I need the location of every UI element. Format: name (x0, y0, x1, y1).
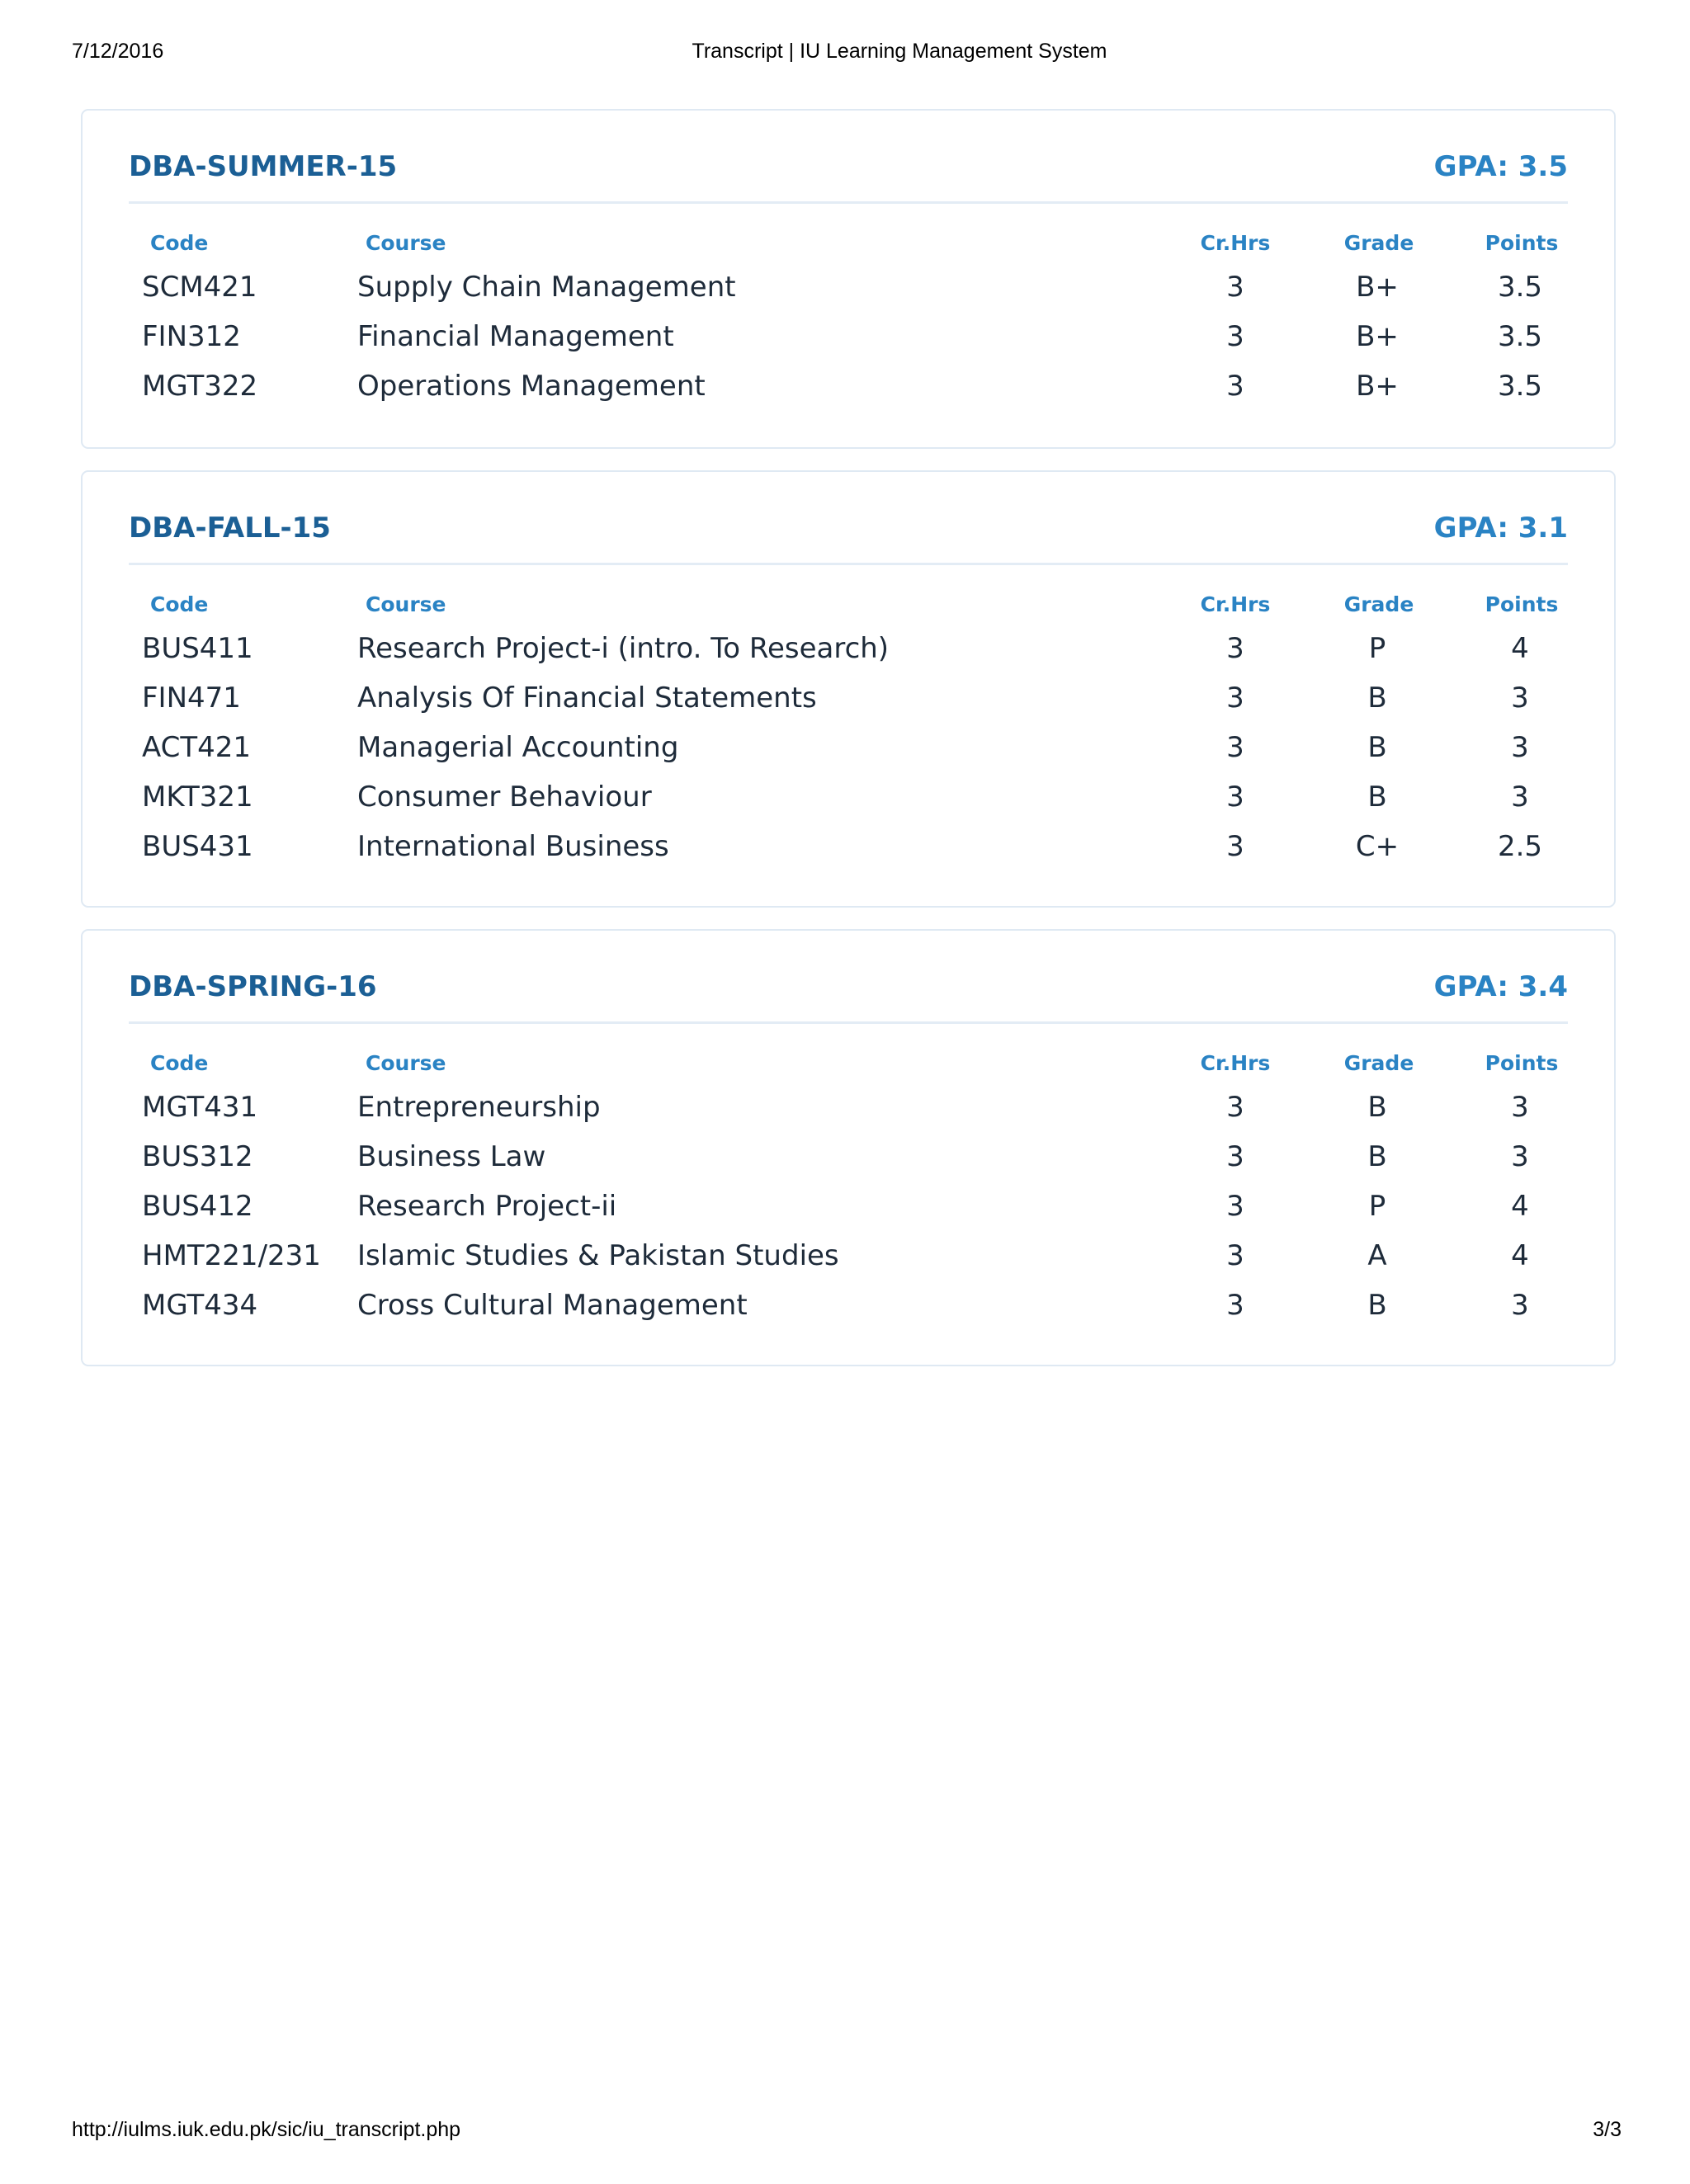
table-header (129, 592, 1568, 622)
course-code: MGT431 (142, 1091, 258, 1124)
course-code: ACT421 (142, 731, 252, 764)
print-page-title: Transcript | IU Learning Management System (692, 40, 1107, 63)
column-header-course: Course (366, 592, 446, 616)
course-title: Research Project-ii (357, 1190, 617, 1223)
column-header-code: Code (150, 1051, 209, 1075)
table-row (129, 1231, 1568, 1281)
grade: B (1367, 731, 1387, 764)
points: 3.5 (1497, 271, 1543, 304)
table-row (129, 673, 1568, 723)
course-title: Financial Management (357, 320, 674, 353)
grade: B (1367, 682, 1387, 715)
column-header-points: Points (1485, 1051, 1559, 1075)
credit-hours: 3 (1226, 682, 1244, 715)
term-card (81, 929, 1616, 1366)
table-header (129, 1051, 1568, 1081)
table-row (129, 361, 1568, 411)
course-title: Analysis Of Financial Statements (357, 682, 817, 715)
table-row (129, 1281, 1568, 1330)
points: 3 (1511, 781, 1529, 814)
table-row (129, 312, 1568, 361)
term-header (129, 964, 1568, 1024)
column-header-code: Code (150, 592, 209, 616)
course-code: MKT321 (142, 781, 253, 814)
credit-hours: 3 (1226, 632, 1244, 665)
points: 3 (1511, 731, 1529, 764)
course-code: BUS412 (142, 1190, 253, 1223)
course-code: HMT221/231 (142, 1239, 321, 1272)
term-name: DBA-SUMMER-15 (129, 150, 398, 183)
term-gpa: GPA: 3.1 (1433, 512, 1568, 545)
column-header-grade: Grade (1343, 592, 1414, 616)
credit-hours: 3 (1226, 1140, 1244, 1173)
column-header-cr-hrs: Cr.Hrs (1200, 592, 1271, 616)
grade: B+ (1356, 271, 1399, 304)
points: 4 (1511, 1190, 1529, 1223)
term-name: DBA-SPRING-16 (129, 970, 377, 1003)
table-row (129, 1182, 1568, 1231)
print-url: http://iulms.iuk.edu.pk/sic/iu_transcript.php (72, 2118, 461, 2141)
term-gpa: GPA: 3.4 (1433, 970, 1568, 1003)
table-row (129, 723, 1568, 772)
table-row (129, 772, 1568, 822)
column-header-grade: Grade (1343, 231, 1414, 255)
table-body (129, 1083, 1568, 1330)
grade: B (1367, 1091, 1387, 1124)
credit-hours: 3 (1226, 1091, 1244, 1124)
points: 4 (1511, 1239, 1529, 1272)
column-header-points: Points (1485, 231, 1559, 255)
print-date: 7/12/2016 (72, 40, 164, 63)
grade: B (1367, 1289, 1387, 1322)
column-header-code: Code (150, 231, 209, 255)
course-code: FIN471 (142, 682, 241, 715)
column-header-cr-hrs: Cr.Hrs (1200, 231, 1271, 255)
course-code: FIN312 (142, 320, 241, 353)
course-title: Consumer Behaviour (357, 781, 652, 814)
course-title: Entrepreneurship (357, 1091, 601, 1124)
term-header (129, 505, 1568, 565)
grade: B (1367, 1140, 1387, 1173)
points: 3 (1511, 682, 1529, 715)
table-row (129, 822, 1568, 871)
table-row (129, 1132, 1568, 1182)
credit-hours: 3 (1226, 1289, 1244, 1322)
grade: B (1367, 781, 1387, 814)
grade: C+ (1355, 830, 1400, 863)
course-title: International Business (357, 830, 669, 863)
course-code: MGT322 (142, 370, 258, 403)
column-header-grade: Grade (1343, 1051, 1414, 1075)
course-title: Cross Cultural Management (357, 1289, 748, 1322)
table-row (129, 624, 1568, 673)
credit-hours: 3 (1226, 1190, 1244, 1223)
credit-hours: 3 (1226, 781, 1244, 814)
course-title: Operations Management (357, 370, 706, 403)
points: 3 (1511, 1140, 1529, 1173)
points: 2.5 (1497, 830, 1543, 863)
table-body (129, 262, 1568, 411)
grade: P (1368, 632, 1386, 665)
course-title: Business Law (357, 1140, 546, 1173)
grade: B+ (1356, 320, 1399, 353)
term-card (81, 109, 1616, 449)
points: 3.5 (1497, 320, 1543, 353)
credit-hours: 3 (1226, 370, 1244, 403)
course-title: Research Project-i (intro. To Research) (357, 632, 890, 665)
points: 3.5 (1497, 370, 1543, 403)
course-title: Supply Chain Management (357, 271, 736, 304)
points: 4 (1511, 632, 1529, 665)
column-header-cr-hrs: Cr.Hrs (1200, 1051, 1271, 1075)
print-header (0, 40, 1690, 68)
column-header-course: Course (366, 231, 446, 255)
points: 3 (1511, 1289, 1529, 1322)
credit-hours: 3 (1226, 731, 1244, 764)
course-title: Islamic Studies & Pakistan Studies (357, 1239, 839, 1272)
course-code: BUS312 (142, 1140, 253, 1173)
column-header-points: Points (1485, 592, 1559, 616)
print-footer (0, 2118, 1690, 2146)
course-code: MGT434 (142, 1289, 258, 1322)
course-code: BUS411 (142, 632, 253, 665)
column-header-course: Course (366, 1051, 446, 1075)
table-row (129, 262, 1568, 312)
credit-hours: 3 (1226, 271, 1244, 304)
course-code: SCM421 (142, 271, 257, 304)
grade: A (1367, 1239, 1387, 1272)
points: 3 (1511, 1091, 1529, 1124)
term-name: DBA-FALL-15 (129, 512, 331, 545)
term-header (129, 144, 1568, 204)
print-page-number: 3/3 (1593, 2118, 1622, 2141)
table-row (129, 1083, 1568, 1132)
term-gpa: GPA: 3.5 (1433, 150, 1568, 183)
grade: B+ (1356, 370, 1399, 403)
grade: P (1368, 1190, 1386, 1223)
credit-hours: 3 (1226, 320, 1244, 353)
term-card (81, 470, 1616, 908)
table-body (129, 624, 1568, 871)
credit-hours: 3 (1226, 1239, 1244, 1272)
course-title: Managerial Accounting (357, 731, 679, 764)
credit-hours: 3 (1226, 830, 1244, 863)
table-header (129, 231, 1568, 261)
course-code: BUS431 (142, 830, 253, 863)
